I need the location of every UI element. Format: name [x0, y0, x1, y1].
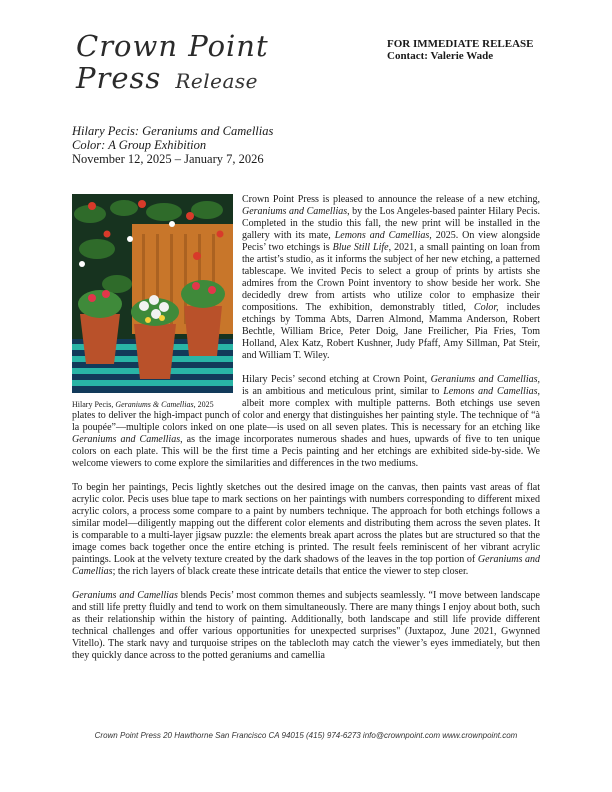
paragraph-2: Hilary Pecis’ second etching at Crown Point, Geraniums and Camellias, is an ambitious and meticulous print, similar to Lemons and Camellias, albeit more complex with multiple patterns. Both etchings use seven plates to deliver the high-impact punch of color and energy that distinguishes her painting style. The technique of “à la poupée”—multiple colors inked on one plate—is used on all seven plates. This is necessary for an etching like Geraniums and Camellias, as the image incorporates numerous shades and hues, upwards of five to ten unique colors on each plate. This will be the first time a Pecis painting and her etchings are exhibited side-by-side. We welcome viewers to come explore the similarities and differences in the two mediums.: [72, 374, 541, 469]
exhibition-title-1: Hilary Pecis: Geraniums and Camellias: [72, 124, 274, 138]
exhibition-dates: November 12, 2025 – January 7, 2026: [72, 152, 264, 166]
exhibition-title-2: Color: A Group Exhibition: [72, 138, 207, 152]
paragraph-3: To begin her paintings, Pecis lightly sketches out the desired image on the canvas, then paints vast areas of flat acrylic color. Pecis uses blue tape to mark sections on her paintings with numbers corresponding to different mixed acrylic colors, a process some compare to a paint by numbers technique. The approach for both etchings follows a similar model—diligently mapping out the different color elements and distributing them across the seven plates. It is comparable to a multi-layer jigsaw puzzle: the elements break apart across the plates but are structured so that the image comes back together once the entire etching is printed. The result feels reminiscent of her vibrant acrylic paintings. Look at the velvety texture created by the dark shadows of the leaves in the top portion of Geraniums and Camellias; the rich layers of black create these intricate details that entice the viewer to step closer.: [72, 482, 540, 577]
logo-release-script: Release: [175, 69, 258, 93]
logo-line-2: [76, 62, 269, 97]
painting-image: [72, 194, 233, 393]
page-footer: Crown Point Press 20 Hawthorne San Francisco CA 94015 (415) 974-6273 info@crownpoint.com www.crownpoint.com: [94, 731, 518, 740]
paragraph-1: Crown Point Press is pleased to announce the release of a new etching, Geraniums and Camellias, by the Los Angeles-based painter Hilary Pecis. Completed in the studio this fall, the new print will be installed in the gallery with its mate, Lemons and Camellias, 2025. On view alongside Pecis’ two etchings is Blue Still Life, 2021, a small painting on loan from the artist’s studio, as it informs the subject of her new etching, a patterned tablescape. We invited Pecis to select a group of prints by artists she admires from the Crown Point inventory to show beside her work. She decidedly drew from artists who utilize color to emphasize their compositions. The exhibition, demonstrably titled, Color, includes etchings by Tomma Abts, Darren Almond, Mamma Anderson, Robert Bechtle, William Brice, Peter Doig, Jane Freilicher, Pia Fries, Tom Holland, Alex Katz, Robert Kushner, Judy Pfaff, Amy Sillman, Pat Steir, and William T. Wiley.: [242, 194, 541, 361]
release-heading: FOR IMMEDIATE RELEASE: [387, 38, 534, 50]
release-contact: Contact: Valerie Wade: [387, 50, 494, 62]
release-info: [387, 38, 533, 62]
exhibition-titles: [72, 124, 273, 166]
paragraph-4: Geraniums and Camellias blends Pecis’ most common themes and subjects seamlessly. “I move between landscape and still life pretty fluidly and tend to work on them simultaneously. There are many things I enjoy about both, such as their relationship within the history of painting. Additionally, both landscape and still life provide different technical challenges and offer various opportunities for unexpected surprises" (Juxtapoz, June 2021, Gwynned Vitello). The stark navy and turquoise stripes on the tablecloth may catch the viewer’s eyes immediately, but then they quickly dance across to the potted geraniums and camellia: [72, 590, 540, 661]
press-logo: [76, 30, 269, 97]
logo-line-1: Crown Point: [76, 29, 269, 63]
logo-press-word: Press: [76, 61, 162, 95]
painting-caption: Hilary Pecis, Geraniums & Camellias, 2025: [72, 400, 214, 409]
